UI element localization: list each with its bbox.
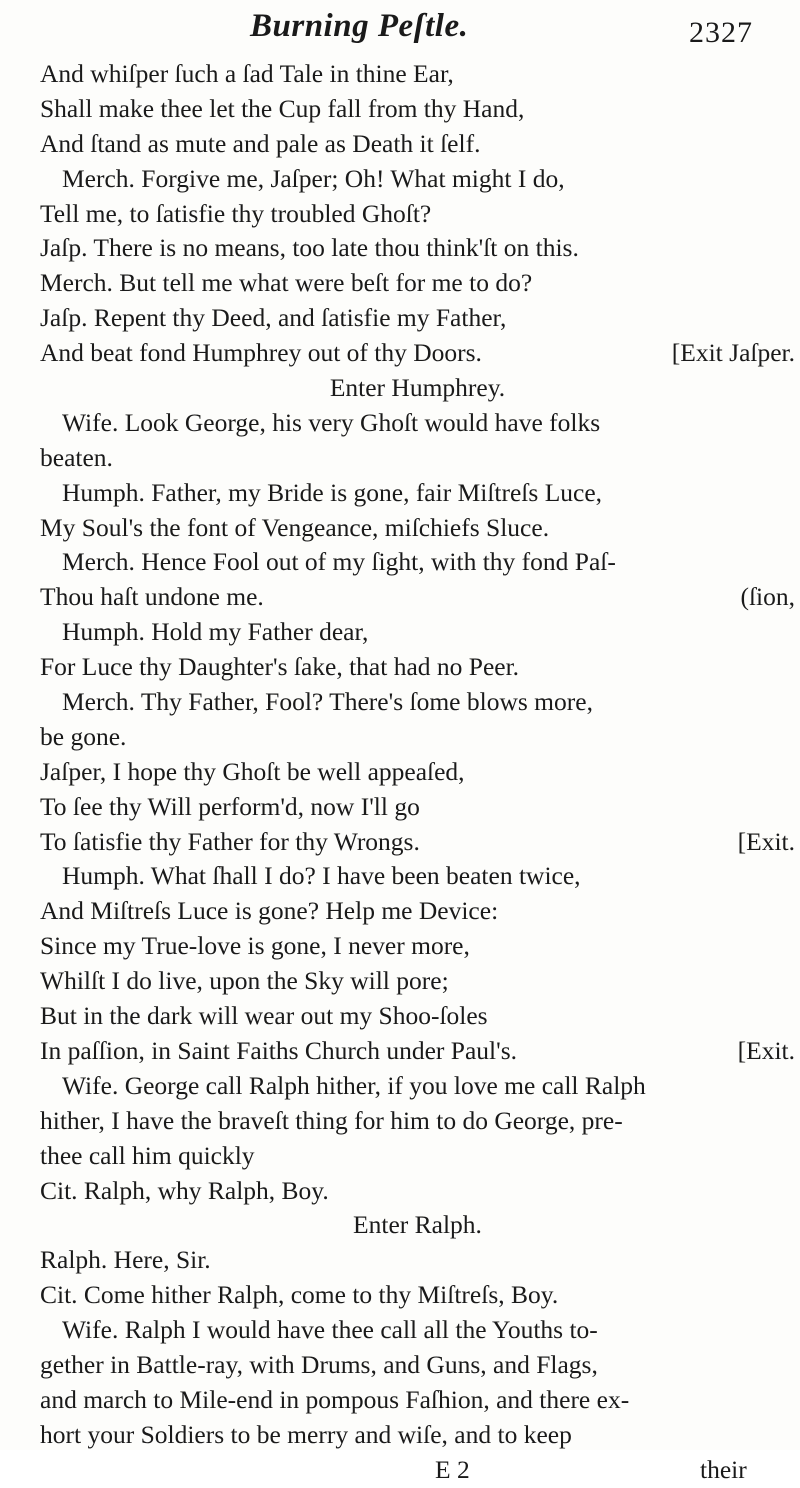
line-text: And beat fond Humphrey out of thy Doors. (40, 338, 482, 368)
text-line (40, 580, 795, 615)
line-text: Cit. Ralph, why Ralph, Boy. (40, 1175, 329, 1205)
line-text: hither, I have the braveſt thing for him to do George, pre- (40, 1105, 623, 1135)
text-line (40, 1139, 795, 1174)
line-text: Ralph. Here, Sir. (40, 1245, 211, 1275)
text-line (40, 999, 795, 1034)
text-line (40, 650, 795, 685)
text-line (40, 894, 795, 929)
line-text: And Miſtreſs Luce is gone? Help me Device: (40, 896, 499, 926)
text-line (40, 1418, 795, 1453)
line-text: Enter Ralph. (353, 1210, 482, 1240)
line-text: Jaſp. Repent thy Deed, and ſatisfie my Father, (40, 303, 507, 333)
line-text: Wife. Look George, his very Ghoſt would have folks (62, 407, 601, 437)
text-line (40, 1348, 795, 1383)
line-margin-text: [Exit Jaſper. (671, 338, 795, 368)
line-text: Jaſp. There is no means, too late thou think'ſt on this. (40, 233, 579, 263)
text-line (40, 755, 795, 790)
line-text: and march to Mile-end in pompous Faſhion, and there ex- (40, 1384, 630, 1414)
text-line (40, 1278, 795, 1313)
line-text: beaten. (40, 442, 113, 472)
text-line (40, 266, 795, 301)
text-line (40, 1104, 795, 1139)
text-line (40, 1069, 795, 1104)
line-text: My Soul's the font of Vengeance, miſchiefs Sluce. (40, 512, 550, 542)
line-text: And ſtand as mute and pale as Death it ſelf. (40, 128, 481, 158)
line-text: For Luce thy Daughter's ſake, that had no Peer. (40, 652, 520, 682)
signature-mark: E 2 (435, 1454, 470, 1484)
line-text: To ſatisfie thy Father for thy Wrongs. (40, 826, 420, 856)
line-text: Merch. But tell me what were beſt for me to do? (40, 268, 533, 298)
text-line (40, 1034, 795, 1069)
line-text: Wife. George call Ralph hither, if you love me call Ralph (62, 1070, 646, 1100)
text-line (40, 336, 795, 371)
text-line (40, 197, 795, 232)
stage-direction (40, 1208, 795, 1243)
line-text: Whilſt I do live, upon the Sky will pore; (40, 966, 449, 996)
text-line (40, 301, 795, 336)
page-number: 2327 (689, 16, 753, 49)
line-text: hort your Soldiers to be merry and wiſe, and to keep (40, 1419, 572, 1449)
line-text: gether in Battle-ray, with Drums, and Guns, and Flags, (40, 1349, 598, 1379)
text-line (40, 859, 795, 894)
line-text: Merch. Hence Fool out of my ſight, with thy fond Paſ- (62, 547, 616, 577)
line-text: Humph. What ſhall I do? I have been beaten twice, (62, 861, 581, 891)
text-line (40, 1243, 795, 1278)
text-line (40, 545, 795, 580)
text-line (40, 441, 795, 476)
text-line (40, 476, 795, 511)
line-text: Jaſper, I hope thy Ghoſt be well appeaſed, (40, 756, 465, 786)
text-line (40, 1174, 795, 1209)
play-text (40, 57, 795, 1488)
text-line (40, 685, 795, 720)
line-margin-text: [Exit. (737, 1035, 795, 1065)
text-line (40, 231, 795, 266)
line-text: be gone. (40, 721, 127, 751)
text-line (40, 1383, 795, 1418)
line-text: Since my True-love is gone, I never more, (40, 931, 470, 961)
line-text: Wife. Ralph I would have thee call all the Youths to- (62, 1315, 598, 1345)
text-line (40, 92, 795, 127)
line-text: Shall make thee let the Cup fall from thy Hand, (40, 93, 525, 123)
line-text: Enter Humphrey. (329, 373, 506, 403)
text-line (40, 929, 795, 964)
text-line (40, 162, 795, 197)
text-line (40, 57, 795, 92)
text-line (40, 127, 795, 162)
line-text: But in the dark will wear out my Shoo-ſoles (40, 1001, 488, 1031)
text-line (40, 720, 795, 755)
text-line (40, 964, 795, 999)
line-text: And whiſper ſuch a ſad Tale in thine Ear, (40, 59, 454, 88)
text-line (40, 511, 795, 546)
line-margin-text: [Exit. (737, 826, 795, 856)
page-footer (40, 1453, 795, 1488)
line-text: To ſee thy Will perform'd, now I'll go (40, 791, 420, 821)
line-text: Thou haſt undone me. (40, 582, 264, 612)
text-line (40, 1313, 795, 1348)
line-text: Merch. Thy Father, Fool? There's ſome blows more, (62, 687, 593, 717)
text-line (40, 615, 795, 650)
line-margin-text: (ſion, (740, 582, 795, 612)
line-text: Tell me, to ſatisfie thy troubled Ghoſt? (40, 198, 432, 228)
text-line (40, 825, 795, 860)
line-text: In paſſion, in Saint Faiths Church under Paul's. (40, 1035, 518, 1065)
catchword: their (700, 1454, 747, 1484)
line-text: Humph. Father, my Bride is gone, fair Miſtreſs Luce, (62, 477, 603, 507)
stage-direction (40, 371, 795, 406)
text-line (40, 406, 795, 441)
running-head (0, 8, 800, 56)
line-text: Cit. Come hither Ralph, come to thy Miſtreſs, Boy. (40, 1280, 559, 1310)
text-line (40, 790, 795, 825)
line-text: thee call him quickly (40, 1140, 255, 1170)
line-text: Merch. Forgive me, Jaſper; Oh! What might I do, (62, 163, 565, 193)
running-head-title: Burning Peſtle. (250, 8, 469, 44)
line-text: Humph. Hold my Father dear, (62, 617, 369, 647)
